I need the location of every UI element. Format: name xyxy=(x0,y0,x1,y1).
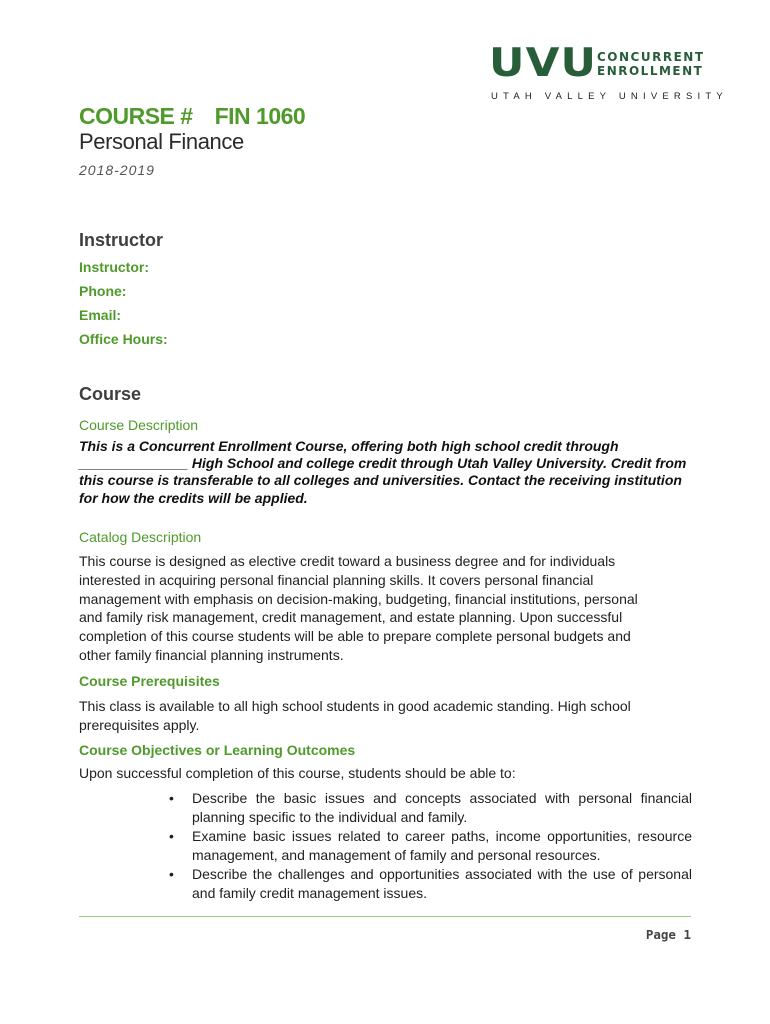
description-line: This is a Concurrent Enrollment Course, offering both high school credit through xyxy=(79,438,619,454)
objective-text: Describe the challenges and opportunities associated with the use of personal and family credit management issues. xyxy=(192,866,692,901)
email-field: Email: xyxy=(79,307,122,323)
bullet-icon: • xyxy=(169,828,174,844)
logo-program-line: CONCURRENT xyxy=(597,50,705,64)
prereq-line: This class is available to all high school students in good academic standing. High school xyxy=(79,698,631,714)
description-line: for how the credits will be applied. xyxy=(79,489,308,506)
office-hours-field: Office Hours: xyxy=(79,331,168,347)
course-description-label: Course Description xyxy=(79,417,199,433)
objective-text: Describe the basic issues and concepts associated with personal financial planning specific to the individual and family. xyxy=(192,790,692,825)
catalog-line: and family risk management, credit management, and estate planning. Upon successful xyxy=(79,609,623,626)
instructor-heading: Instructor xyxy=(79,230,164,250)
course-heading: Course xyxy=(79,384,142,404)
academic-year: 2018-2019 xyxy=(79,162,155,178)
phone-field: Phone: xyxy=(79,283,127,299)
objectives-intro xyxy=(79,764,694,783)
objectives-label: Course Objectives or Learning Outcomes xyxy=(79,742,356,758)
prerequisites-label: Course Prerequisites xyxy=(79,673,220,689)
list-item xyxy=(164,865,692,903)
logo-program-line: ENROLLMENT xyxy=(597,64,704,78)
course-label: COURSE # xyxy=(79,103,193,129)
prerequisites-text xyxy=(79,697,694,735)
catalog-line: This course is designed as elective credit toward a business degree and for individuals xyxy=(79,553,616,569)
course-number: FIN 1060 xyxy=(214,103,306,129)
catalog-line: management with emphasis on decision-making, budgeting, financial institutions, personal xyxy=(79,590,638,607)
catalog-line: interested in acquiring personal financial planning skills. It covers personal financial xyxy=(79,571,594,588)
bullet-icon: • xyxy=(169,866,174,882)
instructor-field: Instructor: xyxy=(79,259,149,275)
page-number: Page 1 xyxy=(645,927,691,942)
objectives-intro-line: Upon successful completion of this course, students should be able to: xyxy=(79,765,516,781)
objectives-list xyxy=(164,789,692,903)
course-description-text xyxy=(79,438,699,507)
logo-university-name: UTAH VALLEY UNIVERSITY xyxy=(491,91,728,102)
footer-divider xyxy=(79,916,691,917)
course-name: Personal Finance xyxy=(79,129,244,154)
objective-text: Examine basic issues related to career paths, income opportunities, resource management, and management of family and personal resources. xyxy=(192,828,692,863)
catalog-description-label: Catalog Description xyxy=(79,529,202,545)
course-title xyxy=(79,103,305,130)
logo-wordmark: UVU xyxy=(489,41,598,86)
uvu-concurrent-enrollment-logo xyxy=(489,41,728,102)
list-item xyxy=(164,789,692,827)
catalog-description-text xyxy=(79,552,694,665)
logo-program-name xyxy=(597,50,705,78)
catalog-line: completion of this course students will be able to prepare complete personal budgets and xyxy=(79,628,631,645)
catalog-line: other family financial planning instruments. xyxy=(79,646,344,663)
bullet-icon: • xyxy=(169,790,174,806)
description-line: this course is transferable to all colleges and universities. Contact the receiving institution xyxy=(79,472,682,489)
list-item xyxy=(164,827,692,865)
prereq-line: prerequisites apply. xyxy=(79,716,200,733)
description-line: ______________ High School and college credit through Utah Valley University. Credit from xyxy=(79,455,687,472)
